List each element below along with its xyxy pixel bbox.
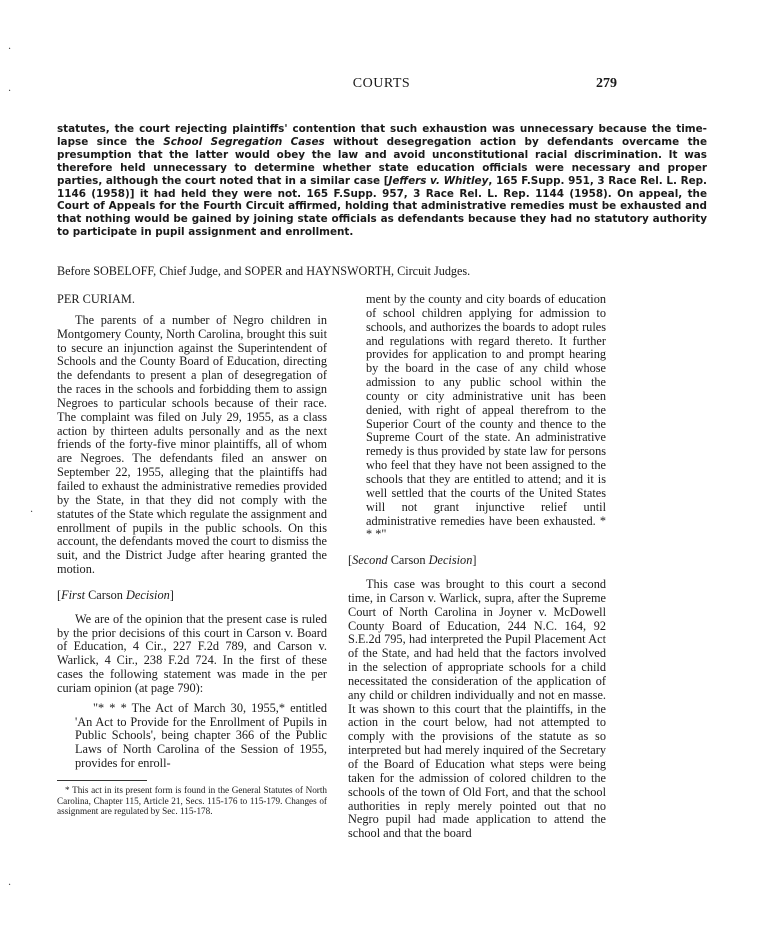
headnote [57, 123, 707, 239]
running-head-title: COURTS [352, 76, 411, 91]
headnote-case-school-segregation: School Segregation Cases [163, 135, 325, 148]
margin-speck: · [8, 86, 12, 97]
footnote: * This act in its present form is found in the General Statutes of North Carolina, Chapter 115, Article 21, Secs. 115-176 to 115-179. Changes of assignment are regulated by Sec. 115-178. [57, 785, 327, 817]
margin-speck: · [8, 880, 12, 891]
margin-speck: · [30, 507, 34, 518]
paragraph-2: We are of the opinion that the present case is ruled by the prior decisions of this court in Carson v. Board of Education, 4 Cir., 227 F.2d 789, and Carson v. Warlick, 4 Cir., 238 F.2d 724. In the first of these cases the following statement was made in the per curiam opinion (at page 790): [57, 611, 327, 695]
right-column [348, 290, 606, 915]
margin-speck: · [8, 44, 12, 55]
headnote-part-1: statutes, the court rejecting plaintiffs' contention that such exhaustion was unnecessary because the time-lapse since the [57, 123, 707, 148]
running-head [0, 76, 763, 92]
subhead-first-carson: [First Carson Decision] [57, 587, 174, 602]
paragraph-3: This case was brought to this court a second time, in Carson v. Warlick, supra, after the Supreme Court of North Carolina in Joyner v. McDowell County Board of Education, 244 N.C. 164, 92 S.E.2d 795, had interpreted the Pupil Placement Act of the State, and had held that the factors involved in the selection of appropriate schools for a child necessitated the consideration of the application of any child or children individually and not en masse. It was shown to this court that the plaintiffs, in the action in the court below, had not attempted to comply with the provisions of the statute as so interpreted but had merely inquired of the Secretary of the Board of Education what steps were being taken for the admission of colored children to the schools of the town of Old Fort, and that the school authorities in reply merely pointed out that no Negro pupil had made application to attend the school and that the board [348, 577, 606, 841]
headnote-part-2: without desegregation action by defendants overcame the presumption that the latter would obey the law and avoid unconstitutional racial discrimination. It was therefore held unnecessary to determine whether state education officials were necessary and proper parties, although the court noted that in a similar case [ [57, 135, 707, 187]
block-quote-start: "* * * The Act of March 30, 1955,* entitled 'An Act to Provide for the Enrollment of Pupils in Public Schools', being chapter 366 of the Public Laws of North Carolina of the Session of 1955, provides for enroll- [75, 700, 327, 771]
paragraph-1: The parents of a number of Negro children in Montgomery County, North Carolina, brought this suit to secure an injunction against the Superintendent of Schools and the County Board of Education, directing the defendants to present a plan of desegregation of the races in the schools and forbidding them to assign Negroes to particular schools because of their race. The complaint was filed on July 29, 1955, as a class action by thirteen adults personally and as the next friends of the forty-five minor plaintiffs, all of whom are Negroes. The defendants filed an answer on September 22, 1955, alleging that the plaintiffs had failed to exhaust the administrative remedies provided by the State, in that they did not comply with the statutes of the State which regulate the assignment and enrollment of pupils in the public schools. On this account, the defendants moved the court to dismiss the suit, and the District Judge after hearing granted the motion. [57, 312, 327, 577]
block-quote-continued: ment by the county and city boards of education of school children applying for admission to schools, and authorizes the boards to adopt rules and regulations with regard thereto. It further provides for application to and prompt hearing by the board in the case of any child whose admission to any public school within the county or city administrative unit has been denied, with right of appeal therefrom to the Superior Court of the county and thence to the Supreme Court of the state. An administrative remedy is thus provided by state law for persons who feel that they have not been assigned to the schools that they are entitled to attend; and it is well settled that the courts of the United States will not grant injunctive relief until administrative remedies have been exhausted. * * *" [366, 292, 606, 542]
page-number: 279 [596, 76, 617, 91]
per-curiam-heading: PER CURIAM. [57, 292, 135, 306]
headnote-part-3: , 165 F.Supp. 951, 3 Race Rel. L. Rep. 1146 (1958)] it had held they were not. 165 F.Supp. 957, 3 Race Rel. L. Rep. 1144 (1958). On appeal, the Court of Appeals for the Fourth Circuit affirmed, holding that administrative remedies must be exhausted and that nothing would be gained by joining state officials as defendants because they had no statutory authority to participate in pupil assignment and enrollment. [57, 174, 707, 239]
left-column [57, 290, 327, 850]
footnote-divider [57, 780, 147, 781]
subhead-second-carson: [Second Carson Decision] [348, 553, 477, 568]
panel-line: Before SOBELOFF, Chief Judge, and SOPER and HAYNSWORTH, Circuit Judges. [57, 264, 471, 278]
headnote-case-jeffers: Jeffers v. Whitley [388, 174, 489, 187]
headnote-text [57, 123, 707, 239]
